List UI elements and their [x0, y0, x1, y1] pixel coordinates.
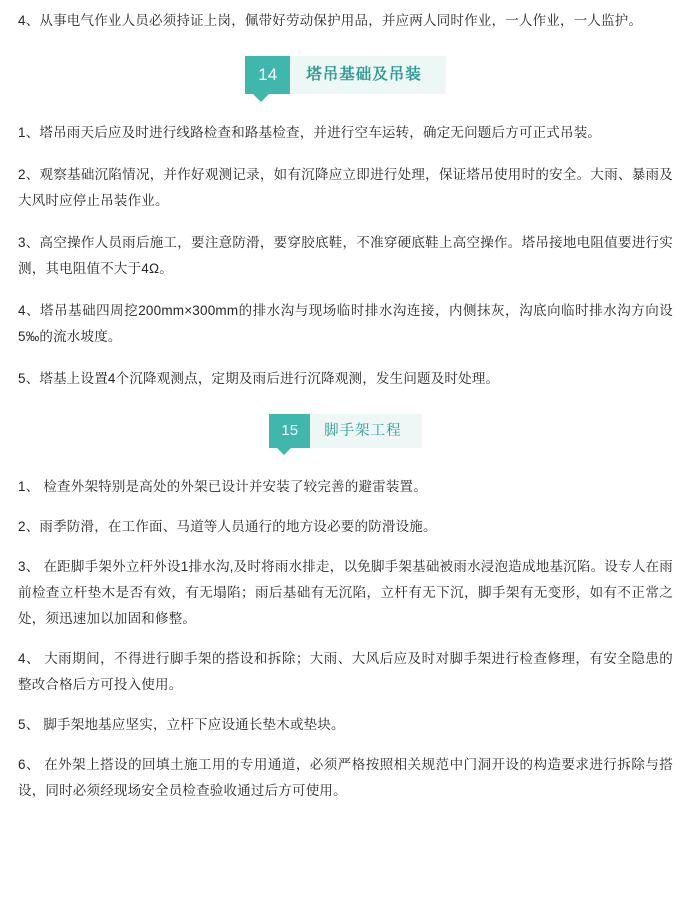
paragraph-15-6: 6、 在外架上搭设的回填土施工用的专用通道，必须严格按照相关规范中门洞开设的构造要求进行拆除与搭设，同时必须经现场安全员检查验收通过后方可使用。 [18, 757, 673, 798]
section-tower-crane-foundation [18, 56, 673, 94]
paragraph-15-2: 2、雨季防滑，在工作面、马道等人员通行的地方设必要的防滑设施。 [18, 519, 437, 534]
section-number-badge: 15 [269, 414, 310, 448]
section-number-badge: 14 [245, 56, 290, 94]
section-title: 脚手架工程 [310, 414, 422, 448]
section-scaffolding-works [18, 414, 673, 448]
section-title: 塔吊基础及吊装 [290, 56, 446, 94]
paragraph-14-5: 5、塔基上设置4个沉降观测点，定期及雨后进行沉降观测，发生问题及时处理。 [18, 371, 500, 386]
section-banner [269, 414, 421, 448]
paragraph-4-electrical-work: 4、从事电气作业人员必须持证上岗，佩带好劳动保护用品，并应两人同时作业，一人作业，一人监护。 [18, 13, 643, 28]
paragraph-14-3: 3、高空操作人员雨后施工，要注意防滑，要穿胶底鞋，不准穿硬底鞋上高空操作。塔吊接地电阻值要进行实测，其电阻值不大于4Ω。 [18, 235, 673, 276]
paragraph-15-5: 5、 脚手架地基应坚实，立杆下应设通长垫木或垫块。 [18, 717, 345, 732]
section-banner [245, 56, 445, 94]
paragraph-14-4: 4、塔吊基础四周挖200mm×300mm的排水沟与现场临时排水沟连接，内侧抹灰，沟底向临时排水沟方向设5‰的流水坡度。 [18, 303, 673, 344]
paragraph-15-3: 3、 在距脚手架外立杆外设1排水沟,及时将雨水排走，以免脚手架基础被雨水浸泡造成地基沉陷。设专人在雨前检查立杆垫木是否有效，有无塌陷；雨后基础有无沉陷，立杆有无下沉，脚手架有无变形，如有不正常之处，须迅速加以加固和修整。 [18, 559, 673, 626]
paragraph-14-1: 1、塔吊雨天后应及时进行线路检查和路基检查，并进行空车运转，确定无问题后方可正式吊装。 [18, 125, 602, 140]
paragraph-15-1: 1、 检查外架特别是高处的外架已设计并安装了较完善的避雷装置。 [18, 479, 427, 494]
paragraph-14-2: 2、观察基础沉陷情况，并作好观测记录，如有沉降应立即进行处理，保证塔吊使用时的安全。大雨、暴雨及大风时应停止吊装作业。 [18, 167, 673, 208]
paragraph-15-4: 4、 大雨期间，不得进行脚手架的搭设和拆除；大雨、大风后应及时对脚手架进行检查修理，有安全隐患的整改合格后方可投入使用。 [18, 651, 673, 692]
